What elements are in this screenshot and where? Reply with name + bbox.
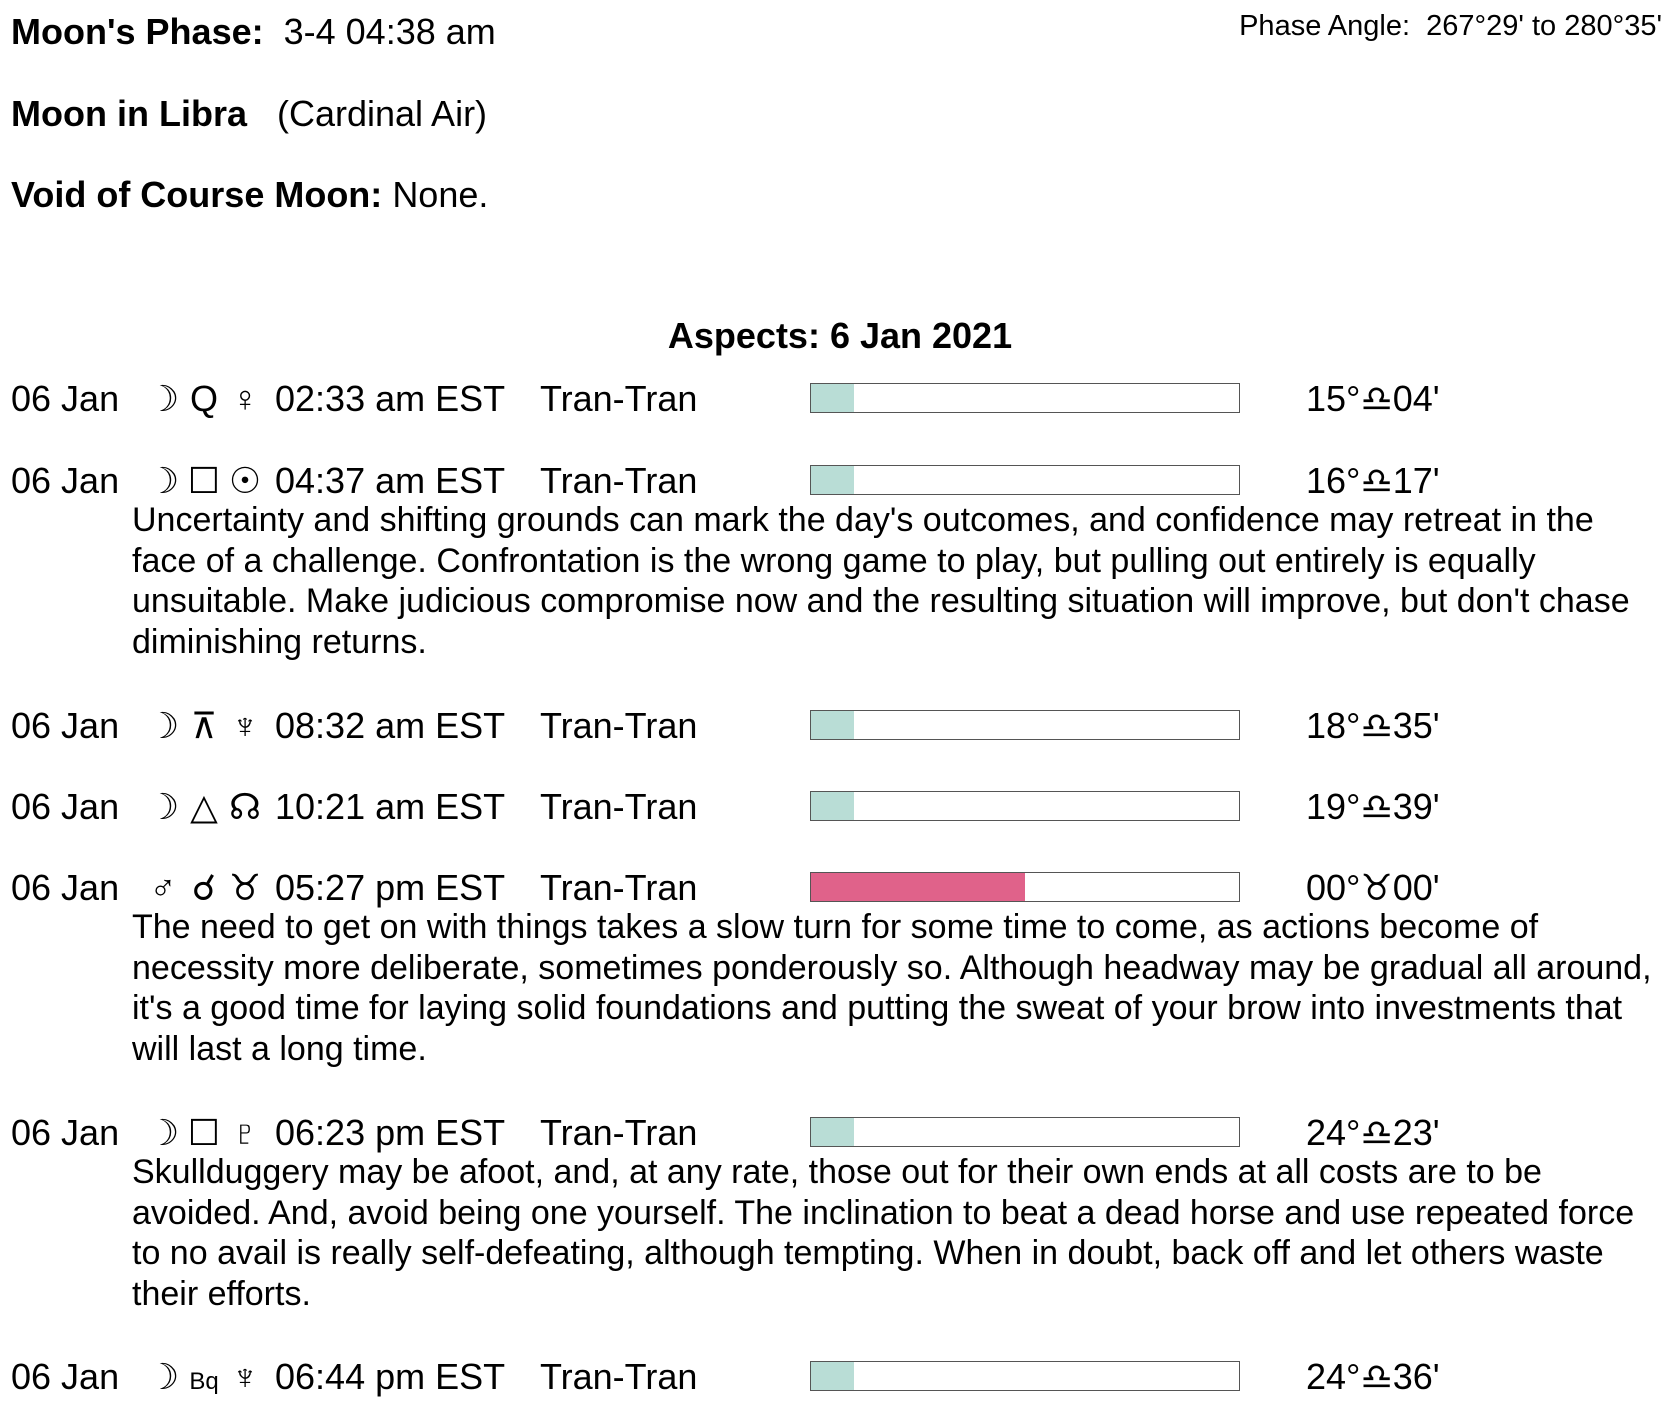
aspect-date: 06 Jan xyxy=(11,460,120,501)
moon-sign-line xyxy=(11,93,487,135)
strength-bar xyxy=(810,383,1240,413)
moon-phase-label: Moon's Phase: xyxy=(11,11,264,52)
aspect-glyphs xyxy=(142,867,272,909)
trine-glyph-icon: △ xyxy=(190,786,218,827)
venus-glyph-icon: ♀ xyxy=(231,378,259,419)
aspect-date: 06 Jan xyxy=(11,378,120,419)
aspect-glyphs xyxy=(142,1356,272,1398)
strength-bar-fill xyxy=(811,384,854,412)
aspect-position: 16°♎17' xyxy=(1306,460,1440,501)
aspect-row xyxy=(0,867,1680,911)
moon-phase-value: 3-4 04:38 am xyxy=(283,11,496,52)
pluto-glyph-icon: ♇ xyxy=(231,1112,259,1153)
aspect-kind: Tran-Tran xyxy=(540,1356,698,1397)
aspect-glyphs xyxy=(142,378,272,420)
phase-angle-value: 267°29' to 280°35' xyxy=(1426,10,1662,42)
quincunx-glyph-icon: ⊼ xyxy=(190,705,218,746)
aspect-time: 05:27 pm EST xyxy=(275,867,506,908)
aspect-glyphs xyxy=(142,460,272,502)
aspect-date: 06 Jan xyxy=(11,1356,120,1397)
aspect-position: 19°♎39' xyxy=(1306,786,1440,827)
void-of-course-label: Void of Course Moon: xyxy=(11,174,383,215)
aspect-time: 08:32 am EST xyxy=(275,705,506,746)
aspect-position: 15°♎04' xyxy=(1306,378,1440,419)
aspect-kind: Tran-Tran xyxy=(540,867,698,908)
north-node-glyph-icon: ☊ xyxy=(229,786,261,827)
strength-bar-fill xyxy=(811,873,1025,901)
strength-bar xyxy=(810,872,1240,902)
moon-glyph-icon: ☽ xyxy=(146,1112,180,1153)
aspect-time: 04:37 am EST xyxy=(275,460,506,501)
strength-bar-fill xyxy=(811,466,854,494)
square-glyph-icon: ☐ xyxy=(187,1112,221,1153)
moon-glyph-icon: ☽ xyxy=(146,1356,180,1397)
strength-bar-fill xyxy=(811,711,854,739)
moon-glyph-icon: ☽ xyxy=(146,705,180,746)
neptune-glyph-icon: ♆ xyxy=(231,705,259,746)
aspect-row xyxy=(0,1112,1680,1156)
aspect-position: 24°♎36' xyxy=(1306,1356,1440,1397)
aspect-date: 06 Jan xyxy=(11,867,120,908)
neptune-glyph-icon: ♆ xyxy=(231,1356,259,1397)
moon-sign-value: (Cardinal Air) xyxy=(276,93,488,134)
aspect-kind: Tran-Tran xyxy=(540,460,698,501)
aspect-position: 24°♎23' xyxy=(1306,1112,1440,1153)
aspect-time: 02:33 am EST xyxy=(275,378,506,419)
strength-bar-fill xyxy=(811,792,854,820)
void-of-course-line xyxy=(11,174,488,216)
aspect-time: 10:21 am EST xyxy=(275,786,506,827)
aspect-date: 06 Jan xyxy=(11,1112,120,1153)
strength-bar xyxy=(810,1117,1240,1147)
moon-glyph-icon: ☽ xyxy=(146,786,180,827)
strength-bar xyxy=(810,710,1240,740)
aspect-description: The need to get on with things takes a slow turn for some time to come, as actions become of necessity more deliberate, sometimes ponderously so. Although headway may be gradual all around, it's a good time for laying solid foundations and putting the sweat of your brow into investments that will last a long time. xyxy=(132,908,1652,1068)
moon-phase-line xyxy=(11,11,496,53)
aspect-position: 00°♉00' xyxy=(1306,867,1440,908)
taurus-glyph-icon: ♉ xyxy=(228,867,262,908)
mars-glyph-icon: ♂ xyxy=(149,867,177,908)
aspect-kind: Tran-Tran xyxy=(540,705,698,746)
aspect-kind: Tran-Tran xyxy=(540,1112,698,1153)
aspect-row xyxy=(0,786,1680,830)
sun-glyph-icon: ☉ xyxy=(228,460,262,501)
void-of-course-value: None. xyxy=(392,174,489,215)
conjunction-glyph-icon: ☌ xyxy=(191,867,217,908)
aspect-date: 06 Jan xyxy=(11,786,120,827)
aspect-row xyxy=(0,460,1680,504)
phase-angle-label: Phase Angle: xyxy=(1239,10,1411,42)
aspect-description: Skullduggery may be afoot, and, at any rate, those out for their own ends at all costs are to be avoided. And, avoid being one yourself. The inclination to beat a dead horse and use repeated force to no avail is really self-defeating, although tempting. When in doubt, back off and let others waste their efforts. xyxy=(132,1153,1635,1313)
aspect-glyphs xyxy=(142,1112,272,1154)
aspect-row xyxy=(0,705,1680,749)
moon-sign-label: Moon in Libra xyxy=(11,93,247,134)
quintile-glyph-icon: Q xyxy=(189,378,218,419)
aspect-position: 18°♎35' xyxy=(1306,705,1440,746)
aspects-title: Aspects: 6 Jan 2021 xyxy=(667,315,1013,356)
aspect-time: 06:44 pm EST xyxy=(275,1356,506,1397)
biquintile-glyph-icon: Bq xyxy=(189,1368,219,1395)
aspect-date: 06 Jan xyxy=(11,705,120,746)
aspect-time: 06:23 pm EST xyxy=(275,1112,506,1153)
strength-bar-fill xyxy=(811,1362,854,1390)
moon-glyph-icon: ☽ xyxy=(146,378,180,419)
aspect-description: Uncertainty and shifting grounds can mark the day's outcomes, and confidence may retreat in the face of a challenge. Confrontation is the wrong game to play, but pulling out entirely is equally unsuitable. Make judicious compromise now and the resulting situation will improve, but don't chase diminishing returns. xyxy=(132,501,1630,661)
strength-bar xyxy=(810,791,1240,821)
strength-bar-fill xyxy=(811,1118,854,1146)
aspect-kind: Tran-Tran xyxy=(540,378,698,419)
aspect-row xyxy=(0,378,1680,422)
strength-bar xyxy=(810,465,1240,495)
square-glyph-icon: ☐ xyxy=(187,460,221,501)
aspect-kind: Tran-Tran xyxy=(540,786,698,827)
phase-angle xyxy=(1239,10,1662,43)
aspect-row xyxy=(0,1356,1680,1400)
moon-glyph-icon: ☽ xyxy=(146,460,180,501)
aspect-glyphs xyxy=(142,786,272,828)
strength-bar xyxy=(810,1361,1240,1391)
aspect-glyphs xyxy=(142,705,272,747)
